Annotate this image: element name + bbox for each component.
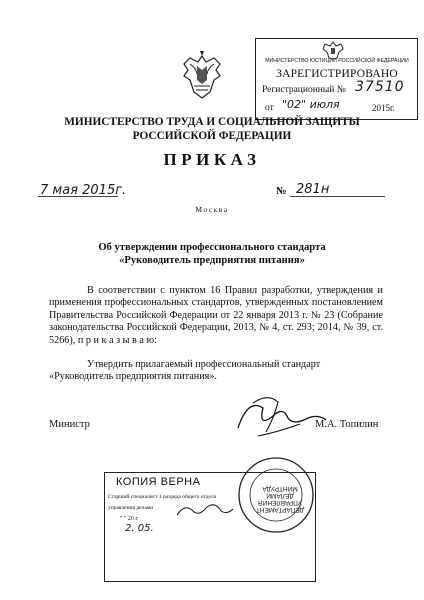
order-number: 281н: [296, 182, 330, 197]
order-subject: [80, 241, 344, 267]
number-underline: [290, 196, 385, 197]
document-title: ПРИКАЗ: [163, 150, 261, 169]
stamp-ministry-text: МИНИСТЕРСТВО ЮСТИЦИИ РОССИЙСКОЙ ФЕДЕРАЦИИ: [265, 58, 409, 64]
handwritten-signature: [228, 388, 328, 450]
copy-stamp-position: Старший специалист 1 разряда общего отдела: [108, 494, 217, 500]
number-sign: №: [276, 186, 287, 197]
stamp-registered-text: ЗАРЕГИСТРИРОВАНО: [276, 68, 398, 80]
copy-stamp-date-template: " " 20 г.: [120, 516, 139, 522]
ministry-heading: [60, 116, 364, 143]
copy-stamp-title: КОПИЯ ВЕРНА: [116, 476, 201, 488]
copy-stamp-date: 2. 05.: [125, 523, 154, 534]
ministry-line-2: РОССИЙСКОЙ ФЕДЕРАЦИИ: [132, 129, 292, 142]
department-seal-text: ДЕПАРТАМЕНТ УПРАВЛЕНИЯ ДЕЛАМИ МИНТРУДА: [255, 485, 305, 513]
body-paragraph-2: Утвердить прилагаемый профессиональный стандарт «Руководитель предприятия питания».: [49, 359, 321, 383]
body-paragraph-1: В соответствии с пунктом 16 Правил разработки, утверждения и применения профессиональных стандартов, утвержденных постановлением Правительства Российской Федерации от 22 января 2013 г. № 23 (Собрание законодательства Российской Федерации, 2013, № 4, ст. 293; 2014, № 39, ст. 5266), п р и к а з ы в а ю:: [49, 285, 383, 346]
subject-line-1: Об утверждении профессионального стандарта: [98, 242, 326, 253]
double-headed-eagle-emblem-icon: [180, 50, 224, 100]
copy-stamp-signature: [175, 499, 235, 521]
ministry-line-1: МИНИСТЕРСТВО ТРУДА И СОЦИАЛЬНОЙ ЗАЩИТЫ: [64, 116, 360, 128]
copy-stamp-department: управления делами: [108, 505, 154, 511]
stamp-reg-date: "02" июля: [282, 98, 340, 111]
stamp-reg-label: Регистрационный №: [262, 85, 346, 95]
signer-name: М.А. Топилин: [315, 419, 379, 430]
stamp-reg-year: 2015г.: [372, 103, 395, 113]
stamp-reg-number: 37510: [355, 79, 405, 95]
subject-line-2: «Руководитель предприятия питания»: [119, 255, 305, 266]
date-underline: [38, 196, 118, 197]
signer-position: Министр: [49, 419, 90, 430]
stamp-emblem-icon: [321, 40, 345, 60]
order-date: 7 мая 2015г.: [40, 183, 127, 198]
stamp-from-label: от: [265, 103, 274, 113]
city: Москва: [195, 205, 229, 214]
